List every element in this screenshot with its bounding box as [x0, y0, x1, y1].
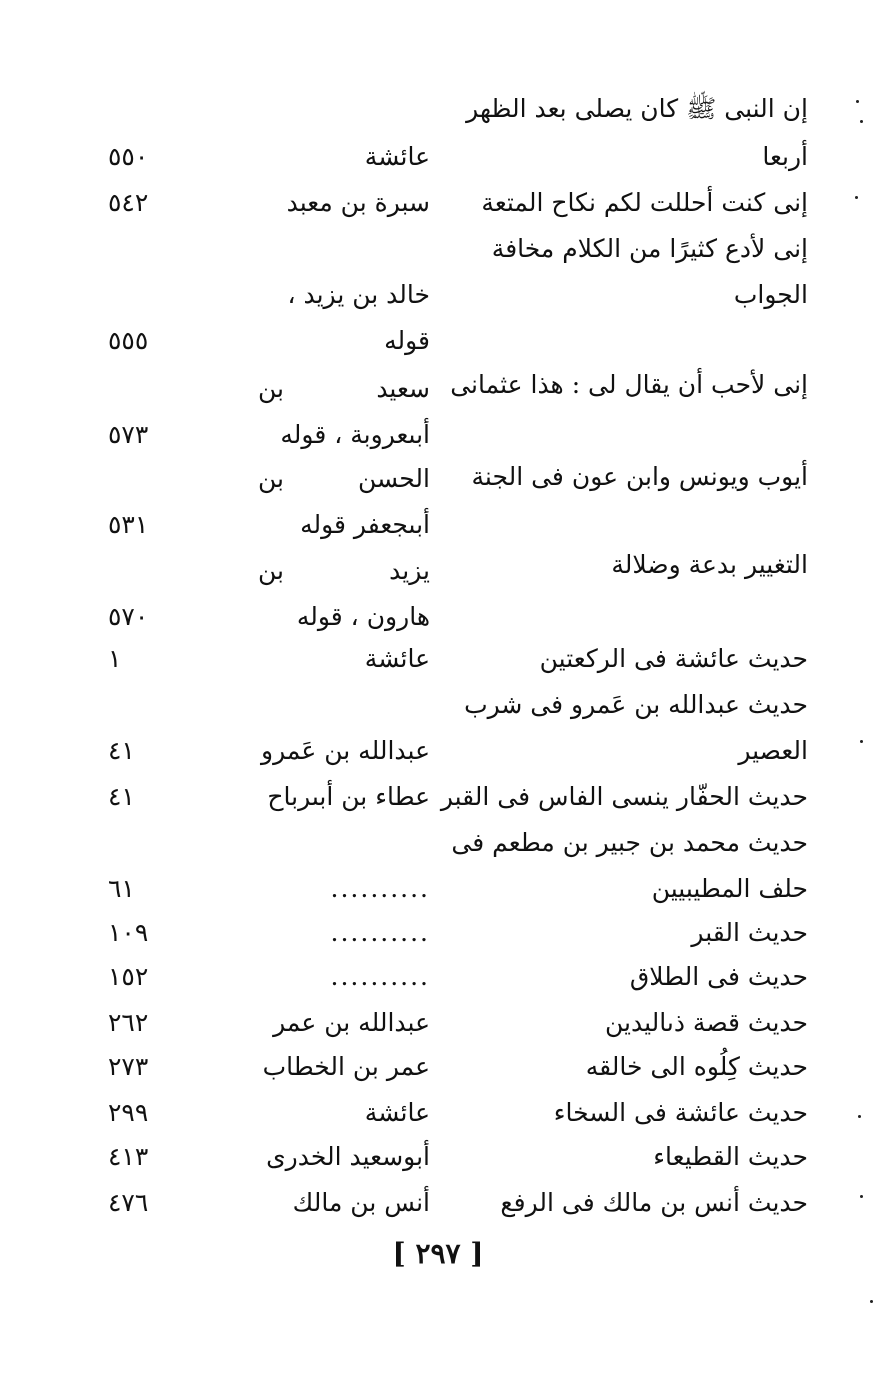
narrator-split	[258, 554, 430, 588]
narrator-part: بن	[258, 556, 284, 585]
hadith-text: إنى كنت أحللت لكم نكاح المتعة	[481, 188, 808, 217]
hadith-text: الجواب	[733, 280, 808, 309]
narrator: عمر بن الخطاب	[262, 1052, 430, 1081]
narrator: هارون ، قوله	[296, 602, 430, 631]
hadith-text: حديث القبر	[691, 918, 808, 947]
scan-speck	[855, 196, 858, 199]
page-ref: ٦١	[108, 874, 135, 903]
narrator: عبدالله بن عَمرو	[261, 736, 430, 765]
hadith-text: العصير	[738, 736, 808, 765]
narrator: سبرة بن معبد	[286, 188, 430, 217]
hadith-text: حديث عائشة فى الركعتين	[539, 644, 808, 673]
hadith-text: حديث عائشة فى السخاء	[553, 1098, 808, 1127]
hadith-text: إنى لأحب أن يقال لى : هذا عثمانى	[450, 370, 808, 399]
page-ref: ١	[108, 644, 122, 673]
hadith-text: حلف المطيبيين	[651, 874, 808, 903]
hadith-text: إنى لأدع كثيرًا من الكلام مخافة	[491, 234, 808, 263]
narrator-placeholder: ..........	[330, 918, 430, 947]
narrator: أبىجعفر قوله	[300, 510, 430, 539]
hadith-text: حديث قصة ذىاليدين	[605, 1008, 808, 1037]
hadith-text: حديث أنس بن مالك فى الرفع	[500, 1188, 808, 1217]
narrator-part: سعيد	[376, 374, 430, 403]
page-ref: ١٥٢	[108, 962, 149, 991]
page-ref: ٤١٣	[108, 1142, 149, 1171]
narrator: أبوسعيد الخدرى	[266, 1142, 430, 1171]
narrator: عائشة	[364, 644, 430, 673]
page-ref: ٤٧٦	[108, 1188, 149, 1217]
narrator-placeholder: ..........	[330, 962, 430, 991]
page-ref: ٥٧٣	[108, 420, 149, 449]
narrator-part: الحسن	[357, 464, 430, 493]
narrator-part: يزيد	[389, 556, 430, 585]
narrator: عائشة	[364, 142, 430, 171]
narrator: عائشة	[364, 1098, 430, 1127]
page-ref: ١٠٩	[108, 918, 149, 947]
narrator-part: بن	[258, 374, 284, 403]
narrator-placeholder: ..........	[330, 874, 430, 903]
scan-speck	[860, 1195, 863, 1198]
page-ref: ٥٣١	[108, 510, 149, 539]
narrator-part: بن	[258, 464, 284, 493]
scan-speck	[860, 120, 863, 123]
narrator: قوله	[384, 326, 430, 355]
page-ref: ٤١	[108, 782, 135, 811]
hadith-text: إن النبى ﷺ كان يصلى بعد الظهر	[466, 94, 808, 123]
page-ref: ٢٧٣	[108, 1052, 149, 1081]
narrator-split	[258, 462, 430, 496]
hadith-text: حديث فى الطلاق	[629, 962, 808, 991]
page-ref: ٤١	[108, 736, 135, 765]
hadith-text: حديث عبدالله بن عَمرو فى شرب	[464, 690, 808, 719]
hadith-text: حديث محمد بن جبير بن مطعم فى	[451, 828, 808, 857]
hadith-text: أربعا	[762, 142, 808, 171]
narrator-split	[258, 372, 430, 406]
narrator: أنس بن مالك	[292, 1188, 430, 1217]
narrator: عبدالله بن عمر	[273, 1008, 430, 1037]
page-ref: ٥٤٢	[108, 188, 149, 217]
scan-speck	[860, 740, 863, 743]
page-ref: ٥٥٥	[108, 326, 149, 355]
hadith-text: أيوب ويونس وابن عون فى الجنة	[471, 462, 808, 491]
hadith-text: حديث القطيعاء	[653, 1142, 808, 1171]
scan-speck	[870, 1300, 873, 1303]
page-number: [ ٢٩٧ ]	[392, 1237, 484, 1270]
page-ref: ٢٩٩	[108, 1098, 149, 1127]
page-ref: ٥٥٠	[108, 142, 149, 171]
page-ref: ٢٦٢	[108, 1008, 149, 1037]
hadith-text: التغيير بدعة وضلالة	[611, 550, 808, 579]
hadith-text: حديث كِلُوه الى خالقه	[585, 1052, 808, 1081]
scan-speck	[858, 1115, 861, 1118]
scan-speck	[856, 100, 859, 103]
narrator: عطاء بن أبىرباح	[267, 782, 430, 811]
narrator: أبىعروبة ، قوله	[280, 420, 430, 449]
hadith-text: حديث الحفّار ينسى الفاس فى القبر	[440, 782, 808, 811]
page-ref: ٥٧٠	[108, 602, 149, 631]
narrator: خالد بن يزيد ،	[287, 280, 430, 309]
